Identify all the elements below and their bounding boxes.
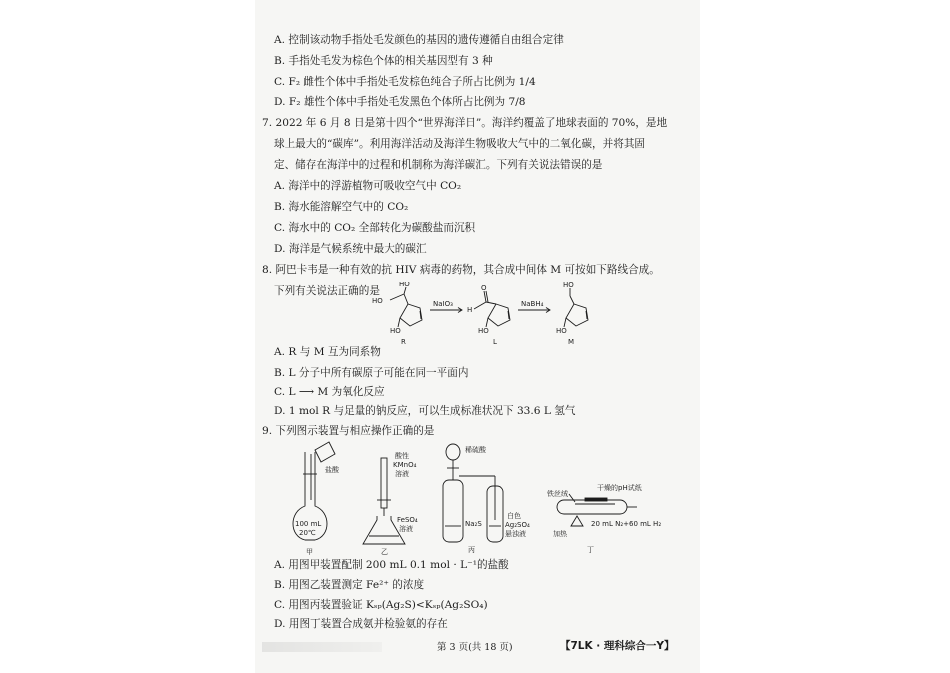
yi-feso4-label: FeSO₄: [397, 516, 418, 524]
q6-option-c: C. F₂ 雌性个体中手指处毛发棕色纯合子所占比例为 1/4: [274, 76, 536, 88]
label-bing: 丙: [468, 546, 475, 554]
q9-option-a: A. 用图甲装置配制 200 mL 0.1 mol · L⁻¹的盐酸: [274, 559, 509, 571]
yi-feso4-solution: 溶液: [399, 525, 413, 533]
q8-option-c: C. L ⟶ M 为氧化反应: [274, 386, 385, 398]
label-jia: 甲: [306, 548, 313, 556]
bing-acid-label: 稀硫酸: [465, 446, 486, 454]
q7-stem-line3: 定、储存在海洋中的过程和机制称为海洋碳汇。下列有关说法错误的是: [274, 159, 603, 171]
l-carbonyl-o: O: [481, 284, 487, 292]
ding-iron-wool-label: 铁丝绒: [547, 490, 568, 498]
q7-stem-line2: 球上最大的“碳库”。利用海洋活动及海洋生物吸收大气中的二氧化碳，并将其固: [274, 138, 646, 150]
q8-option-d: D. 1 mol R 与足量的钠反应，可以生成标准状况下 33.6 L 氢气: [274, 405, 576, 417]
ding-ph-paper-label: 干燥的pH试纸: [597, 484, 642, 492]
q9-apparatus-figures: [285, 440, 685, 558]
q6-option-d: D. F₂ 雄性个体中手指处毛发黑色个体所占比例为 7/8: [274, 96, 526, 108]
q6-option-a: A. 控制该动物手指处毛发颜色的基因的遗传遵循自由组合定律: [274, 34, 564, 46]
jia-hcl-label: 盐酸: [325, 466, 339, 474]
q9-option-c: C. 用图丙装置验证 Kₛₚ(Ag₂S)<Kₛₚ(Ag₂SO₄): [274, 599, 488, 611]
q7-option-a: A. 海洋中的浮游植物可吸收空气中 CO₂: [274, 180, 462, 192]
label-r: R: [401, 338, 406, 346]
q8-option-a: A. R 与 M 互为同系物: [274, 346, 381, 358]
bing-na2s-label: Na₂S: [465, 520, 482, 528]
label-l: L: [493, 338, 497, 346]
r-hydroxyl-bottom: HO: [390, 327, 401, 335]
label-m: M: [568, 338, 575, 346]
q7-stem-line1: 7. 2022 年 6 月 8 日是第十四个“世界海洋日”。海洋约覆盖了地球表面的 70%，是地: [262, 117, 668, 129]
bing-white-label: 白色: [507, 512, 521, 520]
ding-gas-label: 20 mL N₂+60 mL H₂: [591, 520, 662, 528]
ding-heat-label: 加热: [553, 530, 567, 538]
l-hydroxyl: HO: [478, 327, 489, 335]
page-number: 第 3 页(共 18 页): [437, 642, 513, 653]
q7-option-b: B. 海水能溶解空气中的 CO₂: [274, 201, 409, 213]
q6-option-b: B. 手指处毛发为棕色个体的相关基因型有 3 种: [274, 55, 493, 67]
q7-option-d: D. 海洋是气候系统中最大的碳汇: [274, 243, 427, 255]
bing-ag2so4-label: Ag₂SO₄: [505, 521, 530, 529]
bing-suspension-label: 悬浊液: [505, 530, 526, 538]
jia-flask-volume: 100 mL: [295, 520, 322, 528]
jia-flask-temp: 20℃: [299, 529, 316, 537]
scan-smudge: [262, 642, 382, 652]
yi-acidic-label: 酸性: [395, 452, 409, 460]
r-hydroxyl-top: HO: [399, 282, 410, 288]
q9-stem: 9. 下列图示装置与相应操作正确的是: [262, 425, 435, 437]
q9-option-d: D. 用图丁装置合成氨并检验氨的存在: [274, 618, 448, 630]
label-yi: 乙: [381, 548, 388, 556]
exam-code: 【7LK · 理科综合一Y】: [560, 640, 675, 652]
q8-stem-line2: 下列有关说法正确的是: [274, 285, 380, 297]
yi-kmno4-label: KMnO₄: [393, 461, 417, 469]
reagent-nabh4: NaBH₄: [521, 300, 544, 308]
m-hydroxyl-top: HO: [563, 282, 574, 289]
label-ding: 丁: [587, 546, 594, 554]
m-hydroxyl-bottom: HO: [556, 327, 567, 335]
l-aldehyde-h: H: [467, 306, 473, 314]
q8-option-b: B. L 分子中所有碳原子可能在同一平面内: [274, 367, 469, 379]
q7-option-c: C. 海水中的 CO₂ 全部转化为碳酸盐而沉积: [274, 222, 476, 234]
q9-option-b: B. 用图乙装置测定 Fe²⁺ 的浓度: [274, 579, 425, 591]
q8-reaction-scheme: [360, 282, 600, 348]
reagent-naio3: NaIO₃: [433, 300, 453, 308]
q8-stem-line1: 8. 阿巴卡韦是一种有效的抗 HIV 病毒的药物，其合成中间体 M 可按如下路线合成。: [262, 264, 660, 276]
yi-solution-label: 溶液: [395, 470, 409, 478]
r-hydroxyl-left: HO: [372, 297, 383, 305]
